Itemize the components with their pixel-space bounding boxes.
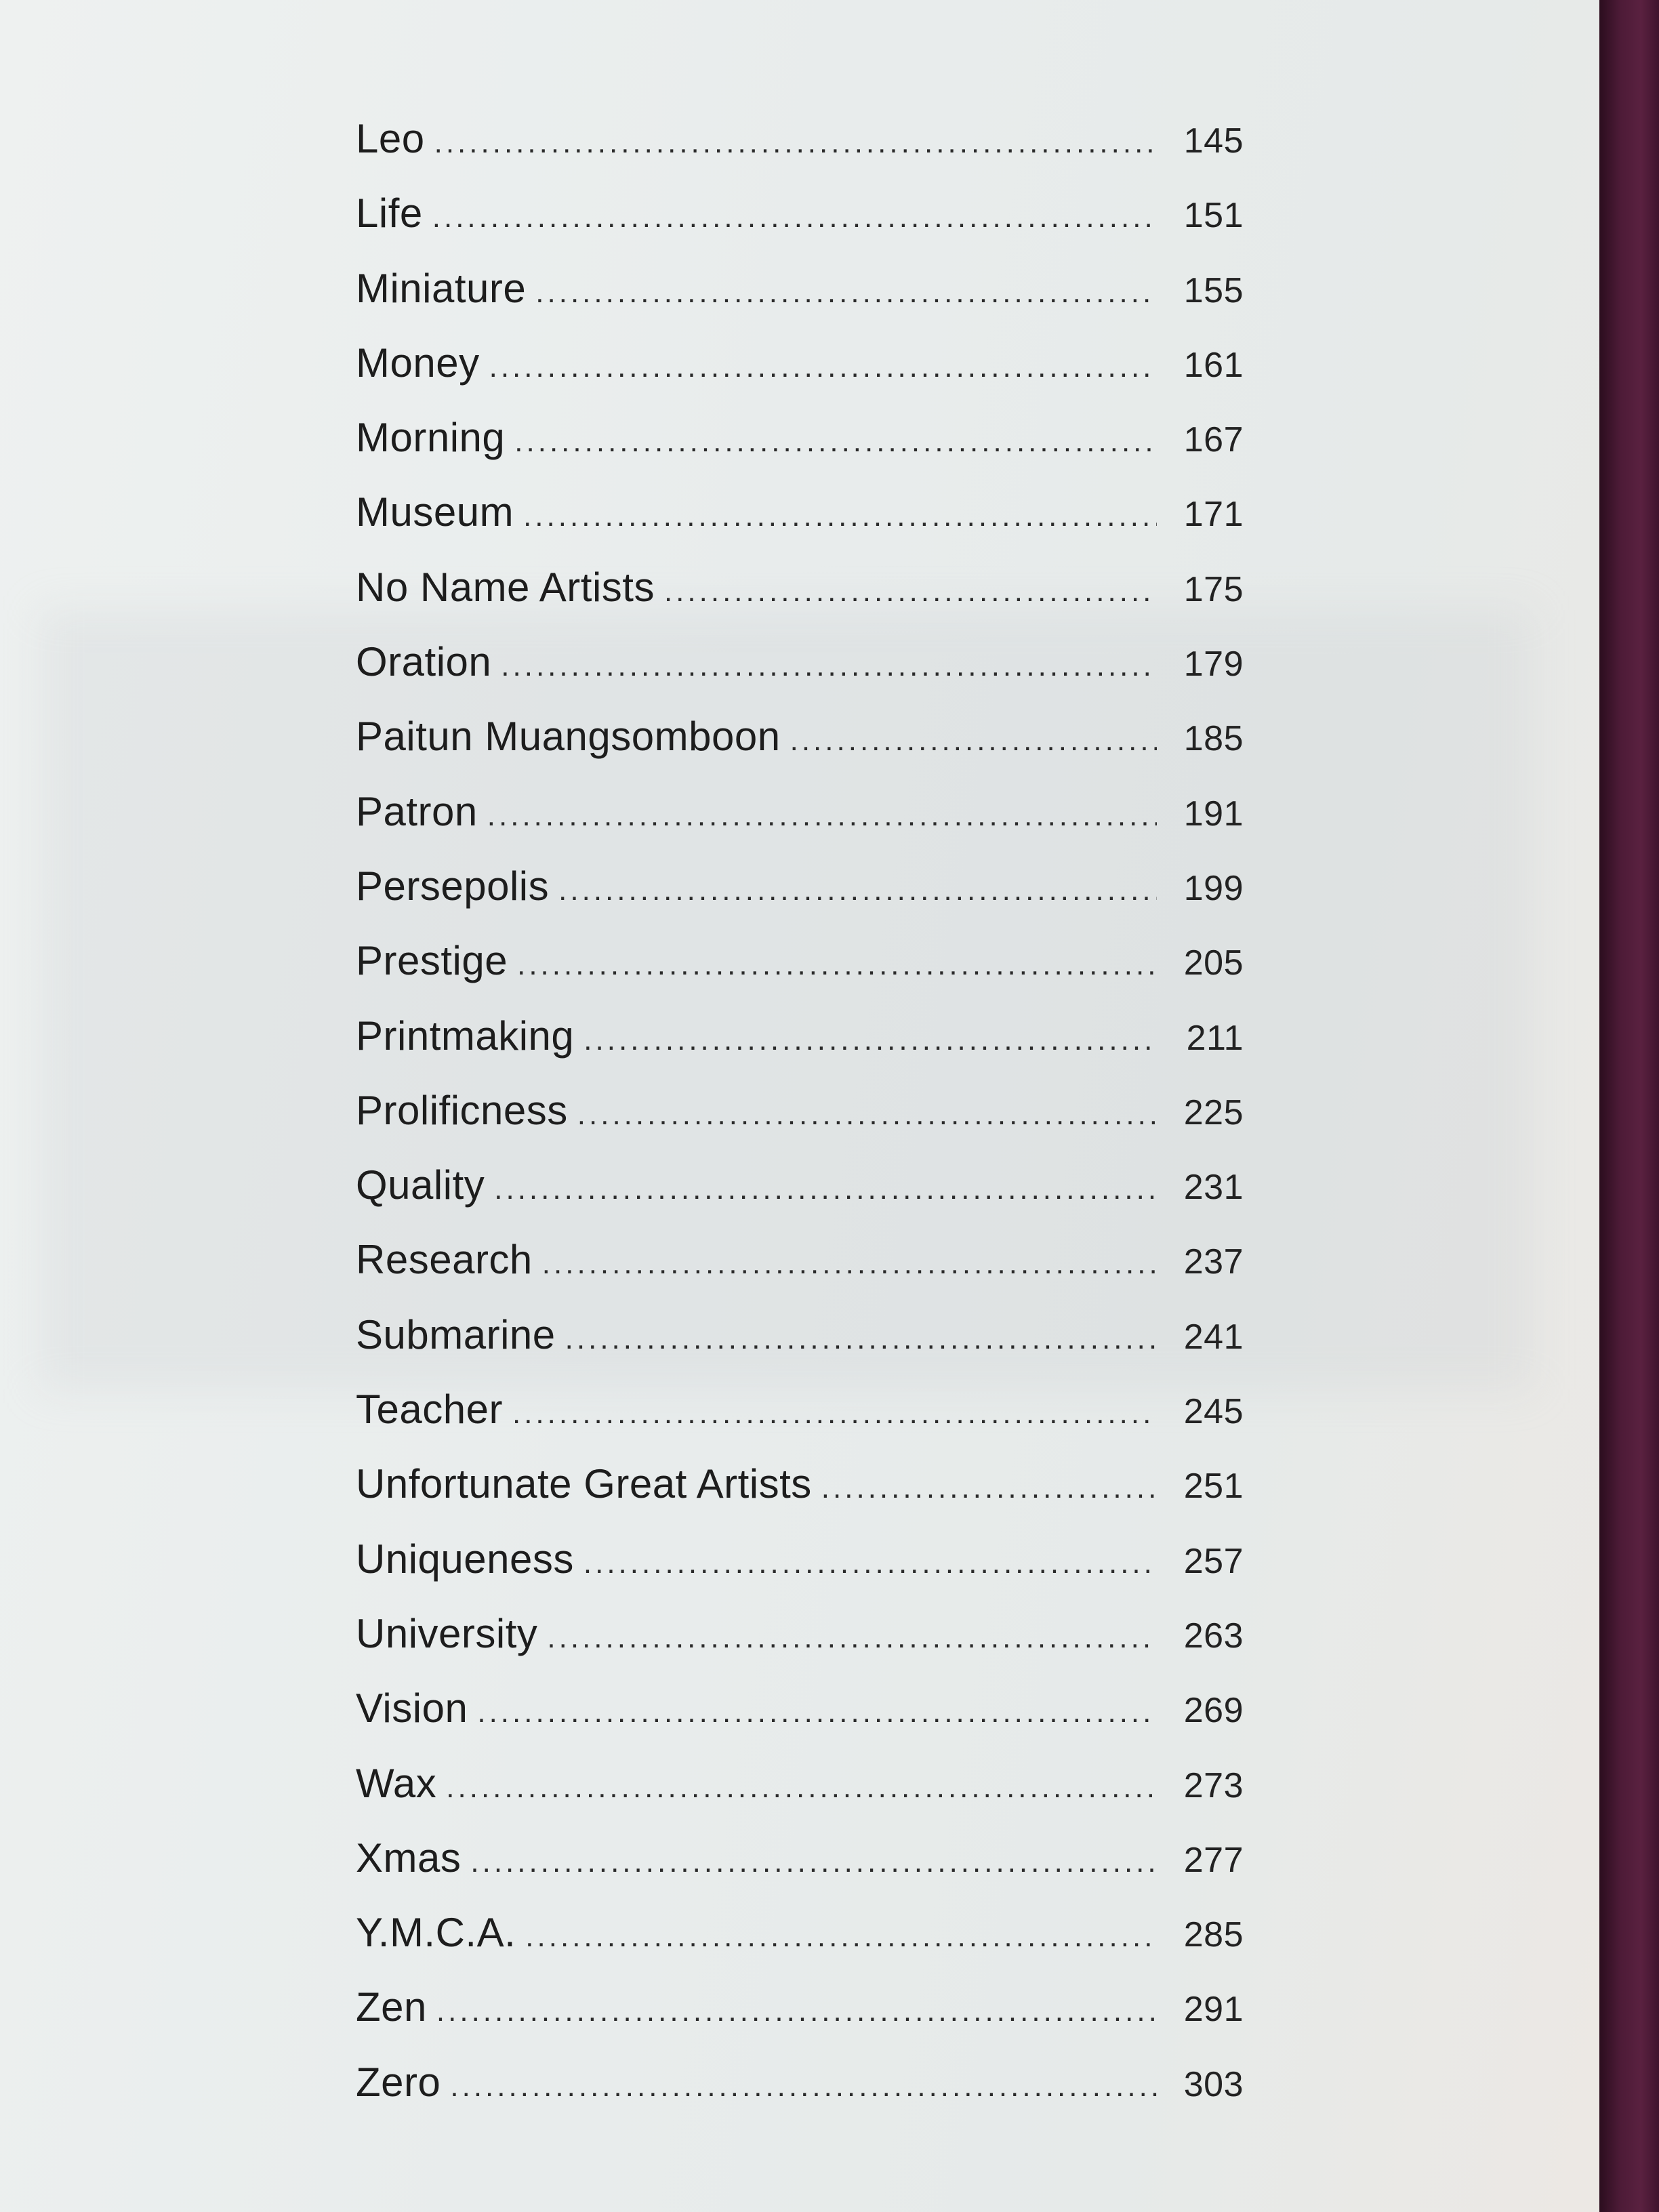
toc-entry-page-number: 211	[1186, 1018, 1244, 1058]
toc-entry-page-number: 167	[1183, 420, 1244, 460]
toc-entry	[356, 1012, 1244, 1087]
book-binding-edge	[1599, 0, 1659, 2212]
toc-entry	[356, 1760, 1244, 1835]
toc-entry-page-number: 231	[1183, 1168, 1244, 1208]
toc-entry	[356, 1610, 1244, 1685]
toc-entry-title: Museum	[356, 489, 514, 535]
toc-entry-title: Zero	[356, 2059, 441, 2105]
toc-entry	[356, 1386, 1244, 1460]
toc-entry-title: Y.M.C.A.	[356, 1910, 516, 1956]
dot-leader	[790, 724, 1157, 758]
toc-entry	[356, 1685, 1244, 1759]
toc-entry	[356, 414, 1244, 489]
toc-entry	[356, 1835, 1244, 1909]
toc-entry	[356, 265, 1244, 340]
dot-leader	[487, 799, 1157, 833]
toc-entry-title: Submarine	[356, 1311, 556, 1357]
toc-entry-title: No Name Artists	[356, 564, 655, 610]
toc-entry-page-number: 245	[1183, 1392, 1244, 1432]
dot-leader	[583, 1547, 1157, 1580]
dot-leader	[432, 201, 1157, 234]
dot-leader	[450, 2070, 1157, 2104]
dot-leader	[470, 1845, 1157, 1879]
toc-entry-title: Unfortunate Great Artists	[356, 1461, 812, 1507]
toc-entry	[356, 489, 1244, 563]
toc-entry-page-number: 225	[1183, 1092, 1244, 1132]
dot-leader	[477, 1696, 1157, 1729]
toc-entry-title: Prestige	[356, 938, 508, 984]
toc-entry-page-number: 291	[1183, 1990, 1244, 2030]
toc-entry	[356, 1909, 1244, 1984]
dot-leader	[558, 874, 1157, 907]
toc-entry-page-number: 155	[1183, 270, 1244, 310]
toc-entry	[356, 564, 1244, 638]
toc-entry-title: Xmas	[356, 1835, 462, 1881]
toc-entry-page-number: 269	[1183, 1691, 1244, 1731]
toc-entry-title: Vision	[356, 1685, 468, 1732]
toc-entry-page-number: 171	[1183, 495, 1244, 535]
toc-entry-title: Prolificness	[356, 1087, 568, 1133]
toc-entry-page-number: 285	[1183, 1915, 1244, 1955]
toc-entry-page-number: 145	[1183, 121, 1244, 161]
dot-leader	[523, 499, 1157, 533]
toc-entry	[356, 713, 1244, 787]
toc-entry-page-number: 199	[1183, 868, 1244, 908]
dot-leader	[547, 1621, 1157, 1655]
toc-entry	[356, 638, 1244, 713]
toc-entry-page-number: 273	[1183, 1765, 1244, 1805]
toc-entry-title: Life	[356, 190, 423, 237]
toc-entry	[356, 115, 1244, 190]
toc-entry-title: Teacher	[356, 1387, 503, 1433]
toc-entry	[356, 863, 1244, 937]
toc-entry	[356, 340, 1244, 414]
toc-entry-page-number: 179	[1183, 644, 1244, 684]
dot-leader	[494, 1172, 1157, 1206]
toc-entry-title: Wax	[356, 1760, 437, 1806]
toc-entry	[356, 788, 1244, 863]
toc-entry-title: Paitun Muangsomboon	[356, 714, 781, 760]
toc-entry-page-number: 205	[1183, 943, 1244, 983]
toc-entry-title: University	[356, 1610, 538, 1656]
toc-entry-page-number: 241	[1183, 1317, 1244, 1357]
dot-leader	[512, 1397, 1157, 1431]
dot-leader	[821, 1471, 1157, 1505]
toc-entry-title: Leo	[356, 116, 425, 161]
toc-entry-page-number: 185	[1183, 719, 1244, 759]
dot-leader	[535, 276, 1157, 310]
toc-entry-page-number: 257	[1183, 1541, 1244, 1581]
toc-entry-title: Quality	[356, 1162, 485, 1208]
toc-entry-title: Research	[356, 1237, 533, 1283]
toc-entry-title: Morning	[356, 415, 506, 461]
toc-entry-page-number: 237	[1183, 1242, 1244, 1282]
toc-entry-title: Patron	[356, 788, 478, 834]
dot-leader	[436, 1994, 1157, 2028]
toc-entry-title: Persepolis	[356, 863, 550, 909]
toc-entry-page-number: 151	[1183, 196, 1244, 236]
dot-leader	[583, 1023, 1157, 1057]
toc-entry-page-number: 251	[1183, 1467, 1244, 1507]
toc-entry-title: Miniature	[356, 265, 527, 311]
table-of-contents	[356, 115, 1244, 2133]
dot-leader	[434, 126, 1157, 160]
toc-entry	[356, 1536, 1244, 1610]
toc-entry	[356, 2059, 1244, 2133]
dot-leader	[489, 350, 1157, 384]
dot-leader	[577, 1098, 1157, 1132]
toc-entry-title: Uniqueness	[356, 1536, 574, 1582]
toc-entry-page-number: 263	[1183, 1616, 1244, 1656]
toc-entry	[356, 1984, 1244, 2058]
dot-leader	[446, 1771, 1157, 1805]
toc-entry-page-number: 161	[1183, 345, 1244, 385]
dot-leader	[565, 1322, 1157, 1356]
toc-entry-title: Money	[356, 340, 480, 386]
toc-entry	[356, 1162, 1244, 1236]
dot-leader	[501, 649, 1157, 683]
toc-entry	[356, 1460, 1244, 1535]
toc-entry-title: Zen	[356, 1984, 427, 2030]
dot-leader	[664, 575, 1157, 609]
toc-entry	[356, 1311, 1244, 1386]
toc-entry-page-number: 191	[1183, 794, 1244, 834]
dot-leader	[514, 425, 1157, 459]
toc-entry-title: Printmaking	[356, 1012, 575, 1059]
toc-entry	[356, 1087, 1244, 1162]
toc-entry-page-number: 303	[1183, 2064, 1244, 2104]
toc-entry-page-number: 277	[1183, 1840, 1244, 1880]
dot-leader	[517, 948, 1157, 982]
toc-entry	[356, 1236, 1244, 1311]
dot-leader	[542, 1247, 1157, 1281]
toc-entry	[356, 190, 1244, 264]
toc-entry-page-number: 175	[1183, 569, 1244, 609]
dot-leader	[525, 1920, 1157, 1954]
toc-entry-title: Oration	[356, 639, 492, 685]
toc-entry	[356, 937, 1244, 1012]
